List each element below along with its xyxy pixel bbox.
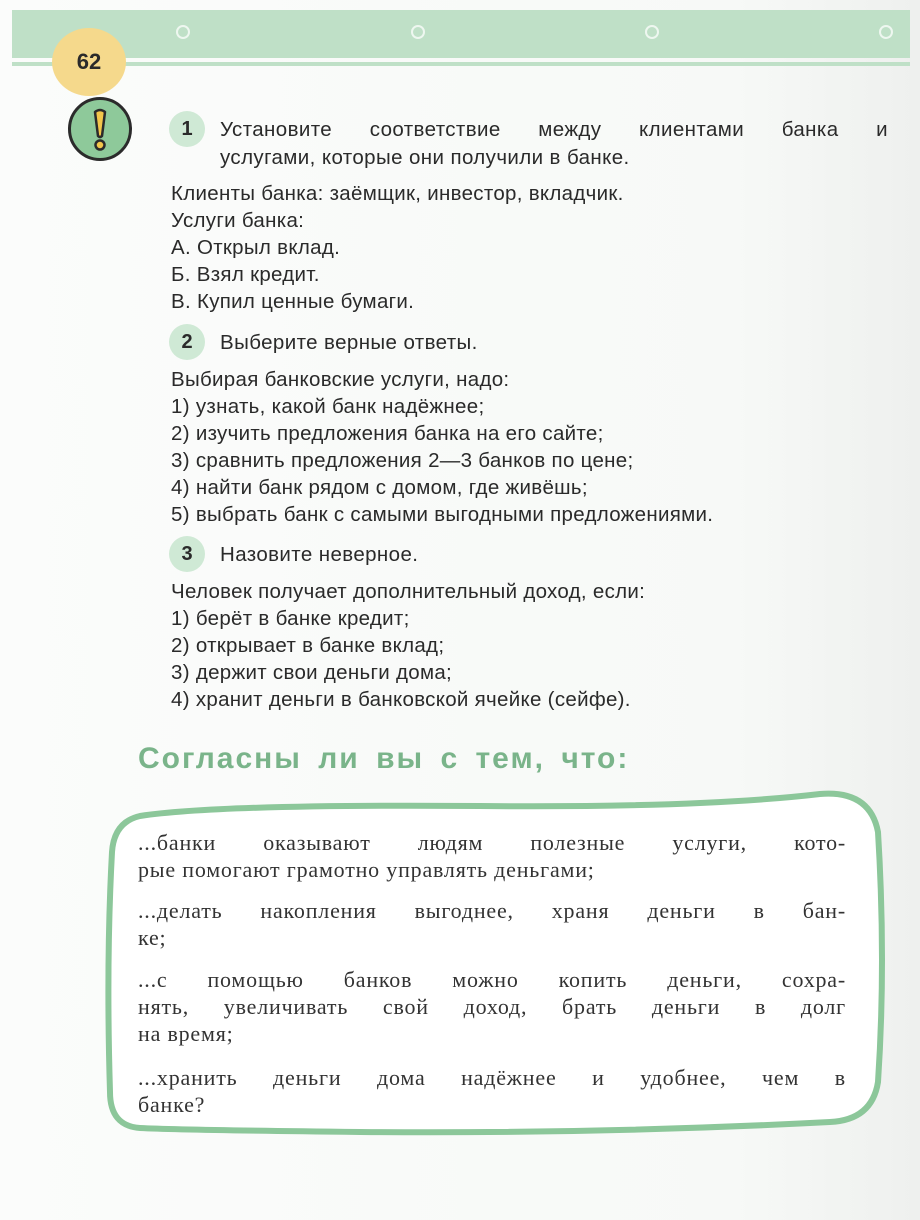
band-dot-icon (879, 25, 893, 39)
band-dot-icon (176, 25, 190, 39)
task-number-badge: 2 (169, 324, 205, 360)
task-title: Выберите верные ответы. (220, 331, 478, 354)
page-number: 62 (52, 28, 126, 96)
statement-line: ...делать накопления выгоднее, храня деньги в бан- (138, 898, 846, 923)
services-label: Услуги банка: (171, 209, 305, 232)
list-item: 1) узнать, какой банк надёжнее; (171, 395, 485, 418)
list-item: 4) найти банк рядом с домом, где живёшь; (171, 476, 588, 499)
statement-line: ...банки оказывают людям полезные услуги, кото- (138, 830, 846, 855)
header-band (12, 10, 910, 58)
list-item: 2) открывает в банке вклад; (171, 634, 445, 657)
statement-line: на время; (138, 1021, 234, 1046)
task-number-badge: 3 (169, 536, 205, 572)
list-item: 5) выбрать банк с самыми выгодными предложениями. (171, 503, 714, 526)
list-item: 3) держит свои деньги дома; (171, 661, 453, 684)
task-title: услугами, которые они получили в банке. (220, 146, 630, 169)
task-title: Назовите неверное. (220, 543, 419, 566)
list-item: А. Открыл вклад. (171, 236, 341, 259)
list-item: 3) сравнить предложения 2—3 банков по цене; (171, 449, 634, 472)
clients-line: Клиенты банка: заёмщик, инвестор, вкладчик. (171, 182, 624, 205)
list-item: 2) изучить предложения банка на его сайте; (171, 422, 604, 445)
list-item: Б. Взял кредит. (171, 263, 320, 286)
statement-line: ...хранить деньги дома надёжнее и удобнее, чем в (138, 1065, 846, 1090)
statement-line: ке; (138, 925, 167, 950)
task-title: Установите соответствие между клиентами банка и (220, 118, 888, 141)
header-divider (12, 62, 910, 66)
statement-line: ...с помощью банков можно копить деньги, сохра- (138, 967, 846, 992)
task-intro: Человек получает дополнительный доход, если: (171, 580, 646, 603)
statement-line: банке? (138, 1092, 206, 1117)
section-heading: Согласны ли вы с тем, что: (138, 742, 630, 775)
statement-line: нять, увеличивать свой доход, брать деньги в долг (138, 994, 846, 1019)
band-dot-icon (645, 25, 659, 39)
band-dot-icon (411, 25, 425, 39)
exclamation-icon (68, 97, 132, 161)
statement-line: рые помогают грамотно управлять деньгами; (138, 857, 595, 882)
list-item: 4) хранит деньги в банковской ячейке (сейфе). (171, 688, 631, 711)
task-number-badge: 1 (169, 111, 205, 147)
task-intro: Выбирая банковские услуги, надо: (171, 368, 510, 391)
list-item: В. Купил ценные бумаги. (171, 290, 415, 313)
list-item: 1) берёт в банке кредит; (171, 607, 410, 630)
